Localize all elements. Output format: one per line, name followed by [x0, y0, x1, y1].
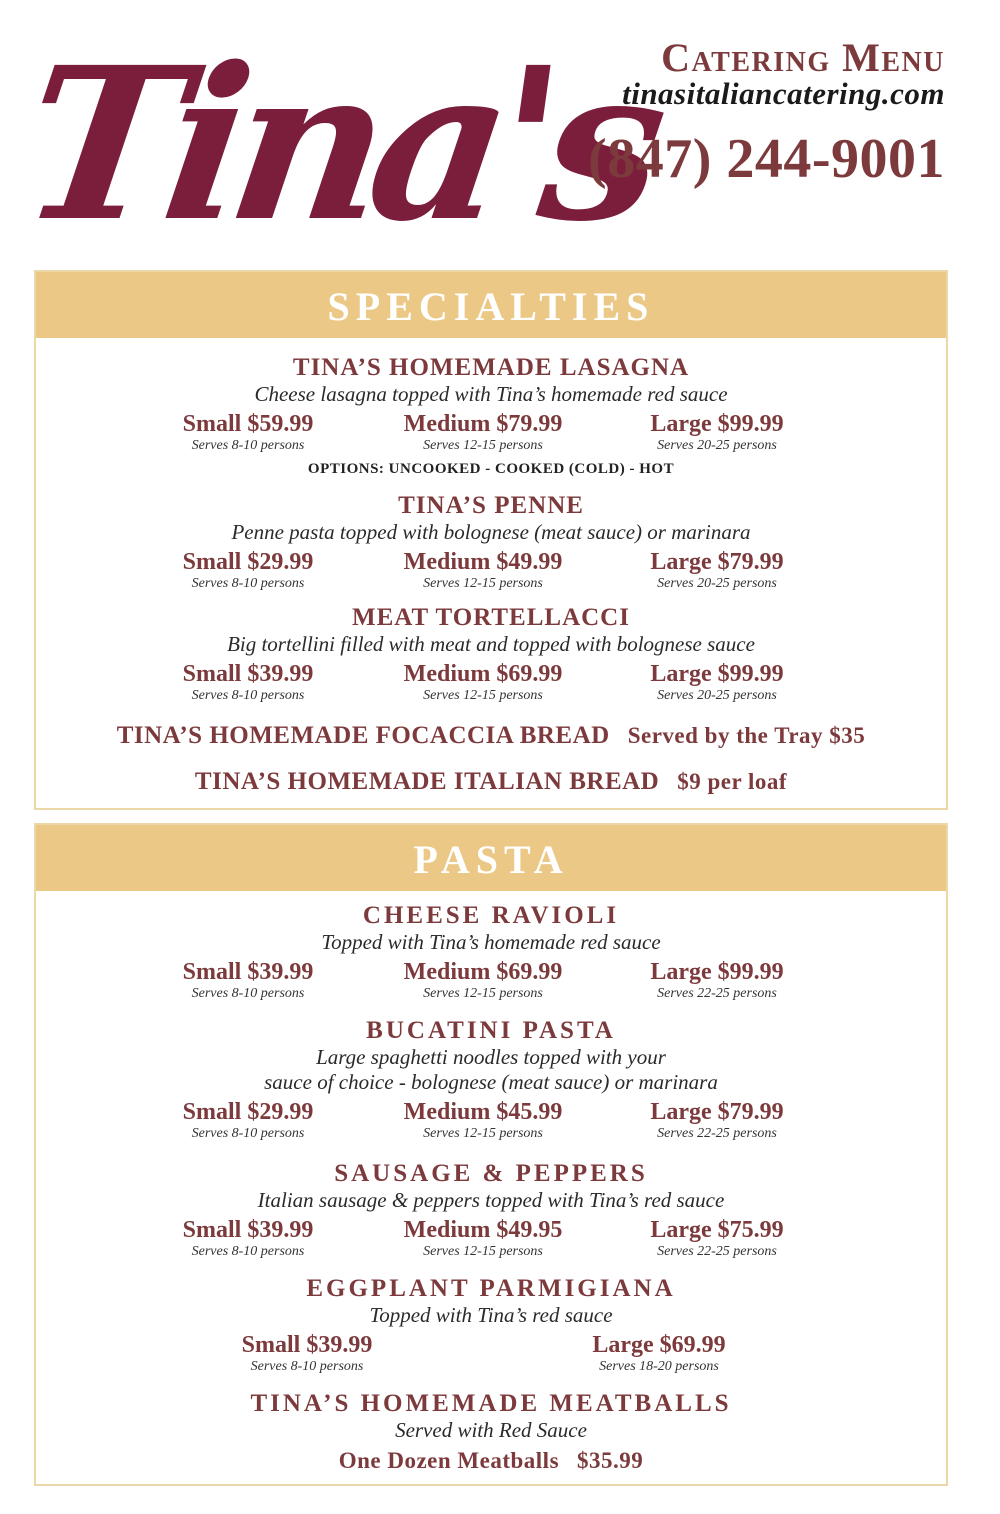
price-large	[650, 411, 783, 455]
price-label: Small $29.99	[182, 1099, 314, 1125]
price-row	[36, 661, 946, 709]
price-label: Small $39.99	[182, 959, 314, 985]
price-label: Small $29.99	[182, 549, 314, 575]
price-label: Medium $69.99	[403, 959, 563, 985]
price-large	[650, 959, 783, 1003]
meatballs-offer: One Dozen Meatballs	[338, 1448, 560, 1473]
price-label: Large $99.99	[650, 959, 784, 985]
item-title: TINA’S HOMEMADE LASAGNA	[292, 354, 690, 381]
price-medium	[404, 1099, 563, 1143]
price-label: Small $39.99	[182, 661, 314, 687]
serves-label: Serves 8-10 persons	[191, 986, 305, 1001]
serves-label: Serves 8-10 persons	[191, 576, 305, 591]
item-description: Cheese lasagna topped with Tina’s homemade red sauce	[254, 382, 728, 406]
item-description: Served with Red Sauce	[395, 1418, 587, 1442]
item-description: Large spaghetti noodles topped with your	[316, 1045, 666, 1069]
price-label: Small $59.99	[182, 411, 314, 437]
price-label: Large $79.99	[650, 549, 784, 575]
serves-label: Serves 12-15 persons	[423, 1244, 543, 1259]
price-label: Large $99.99	[650, 661, 784, 687]
serves-label: Serves 12-15 persons	[423, 1126, 543, 1141]
price-row	[36, 1099, 946, 1147]
item-title: CHEESE RAVIOLI	[362, 902, 620, 929]
meatballs-price: $35.99	[577, 1448, 644, 1473]
price-small	[183, 411, 314, 455]
price-small	[183, 1099, 314, 1143]
serves-label: Serves 8-10 persons	[191, 438, 305, 453]
meatballs-item	[36, 1390, 946, 1475]
serves-label: Serves 8-10 persons	[191, 1126, 305, 1141]
serves-label: Serves 12-15 persons	[423, 438, 543, 453]
price-small	[183, 1217, 314, 1261]
price-label: Medium $49.95	[403, 1217, 563, 1243]
price-row	[36, 1217, 946, 1265]
eggplant-item	[36, 1275, 946, 1380]
price-row	[36, 549, 946, 597]
catering-menu-title: Catering Menu	[661, 35, 945, 80]
price-label: Large $99.99	[650, 411, 784, 437]
price-large	[650, 1217, 783, 1261]
item-title: TINA’S HOMEMADE MEATBALLS	[250, 1390, 732, 1417]
serves-label: Serves 8-10 persons	[191, 688, 305, 703]
price-label: Medium $45.99	[403, 1099, 563, 1125]
price-large	[650, 1099, 783, 1143]
website-url[interactable]: tinasitaliancatering.com	[622, 76, 945, 111]
item-description: Big tortellini filled with meat and topped with bolognese sauce	[227, 632, 755, 656]
focaccia-line	[36, 722, 946, 750]
item-title: SAUSAGE & PEPPERS	[334, 1160, 648, 1187]
item-description: sauce of choice - bolognese (meat sauce) or marinara	[264, 1070, 718, 1094]
price-large	[592, 1332, 725, 1376]
serves-label: Serves 22-25 persons	[657, 1244, 777, 1259]
price-small	[183, 959, 314, 1003]
serves-label: Serves 12-15 persons	[423, 576, 543, 591]
price-large	[650, 549, 783, 593]
serves-label: Serves 22-25 persons	[657, 1126, 777, 1141]
lasagna-item	[36, 354, 946, 479]
price-label: Medium $69.99	[403, 661, 563, 687]
serves-label: Serves 18-20 persons	[599, 1359, 719, 1374]
price-label: Large $75.99	[650, 1217, 784, 1243]
price-medium	[404, 411, 563, 455]
serves-label: Serves 20-25 persons	[657, 688, 777, 703]
price-medium	[404, 959, 563, 1003]
specialties-section	[34, 270, 948, 810]
item-title: BUCATINI PASTA	[366, 1017, 616, 1044]
serves-label: Serves 8-10 persons	[191, 1244, 305, 1259]
pasta-heading: PASTA	[36, 825, 946, 891]
serves-label: Serves 20-25 persons	[657, 576, 777, 591]
penne-item	[36, 492, 946, 597]
serves-label: Serves 22-25 persons	[657, 986, 777, 1001]
bread-price: $9 per loaf	[677, 769, 788, 794]
lasagna-options: OPTIONS: UNCOOKED - COOKED (COLD) - HOT	[307, 461, 675, 477]
price-label: Medium $49.99	[403, 549, 563, 575]
italian-bread-line	[36, 768, 946, 796]
item-description: Italian sausage & peppers topped with Tina’s red sauce	[257, 1188, 725, 1212]
item-description: Topped with Tina’s red sauce	[369, 1303, 613, 1327]
item-title: TINA’S PENNE	[398, 492, 584, 519]
price-medium	[404, 661, 563, 705]
price-row	[36, 411, 946, 459]
pasta-section	[34, 823, 948, 1486]
price-medium	[404, 1217, 563, 1261]
price-label: Small $39.99	[182, 1217, 314, 1243]
price-large	[650, 661, 783, 705]
price-label: Small $39.99	[241, 1332, 373, 1358]
price-label: Medium $79.99	[403, 411, 563, 437]
item-title: MEAT TORTELLACCI	[352, 604, 630, 631]
price-small	[242, 1332, 373, 1376]
ravioli-item	[36, 902, 946, 1007]
price-row	[36, 959, 946, 1007]
price-row	[36, 1332, 946, 1380]
item-title: EGGPLANT PARMIGIANA	[306, 1275, 676, 1302]
item-description: Penne pasta topped with bolognese (meat sauce) or marinara	[231, 520, 751, 544]
serves-label: Serves 12-15 persons	[423, 986, 543, 1001]
price-small	[183, 661, 314, 705]
tortellacci-item	[36, 604, 946, 709]
bread-price: Served by the Tray $35	[627, 723, 866, 748]
sausage-item	[36, 1160, 946, 1265]
price-medium	[404, 549, 563, 593]
price-label: Large $69.99	[592, 1332, 726, 1358]
bucatini-item	[36, 1017, 946, 1147]
specialties-heading: SPECIALTIES	[36, 272, 946, 338]
item-description: Topped with Tina’s homemade red sauce	[321, 930, 661, 954]
price-small	[183, 549, 314, 593]
serves-label: Serves 12-15 persons	[423, 688, 543, 703]
tinas-logo: Tina's	[8, 21, 667, 268]
bread-name: TINA’S HOMEMADE ITALIAN BREAD	[194, 768, 660, 795]
phone-number[interactable]: (847) 244-9001	[588, 128, 945, 190]
price-label: Large $79.99	[650, 1099, 784, 1125]
serves-label: Serves 8-10 persons	[250, 1359, 364, 1374]
serves-label: Serves 20-25 persons	[657, 438, 777, 453]
bread-name: TINA’S HOMEMADE FOCACCIA BREAD	[116, 722, 610, 749]
